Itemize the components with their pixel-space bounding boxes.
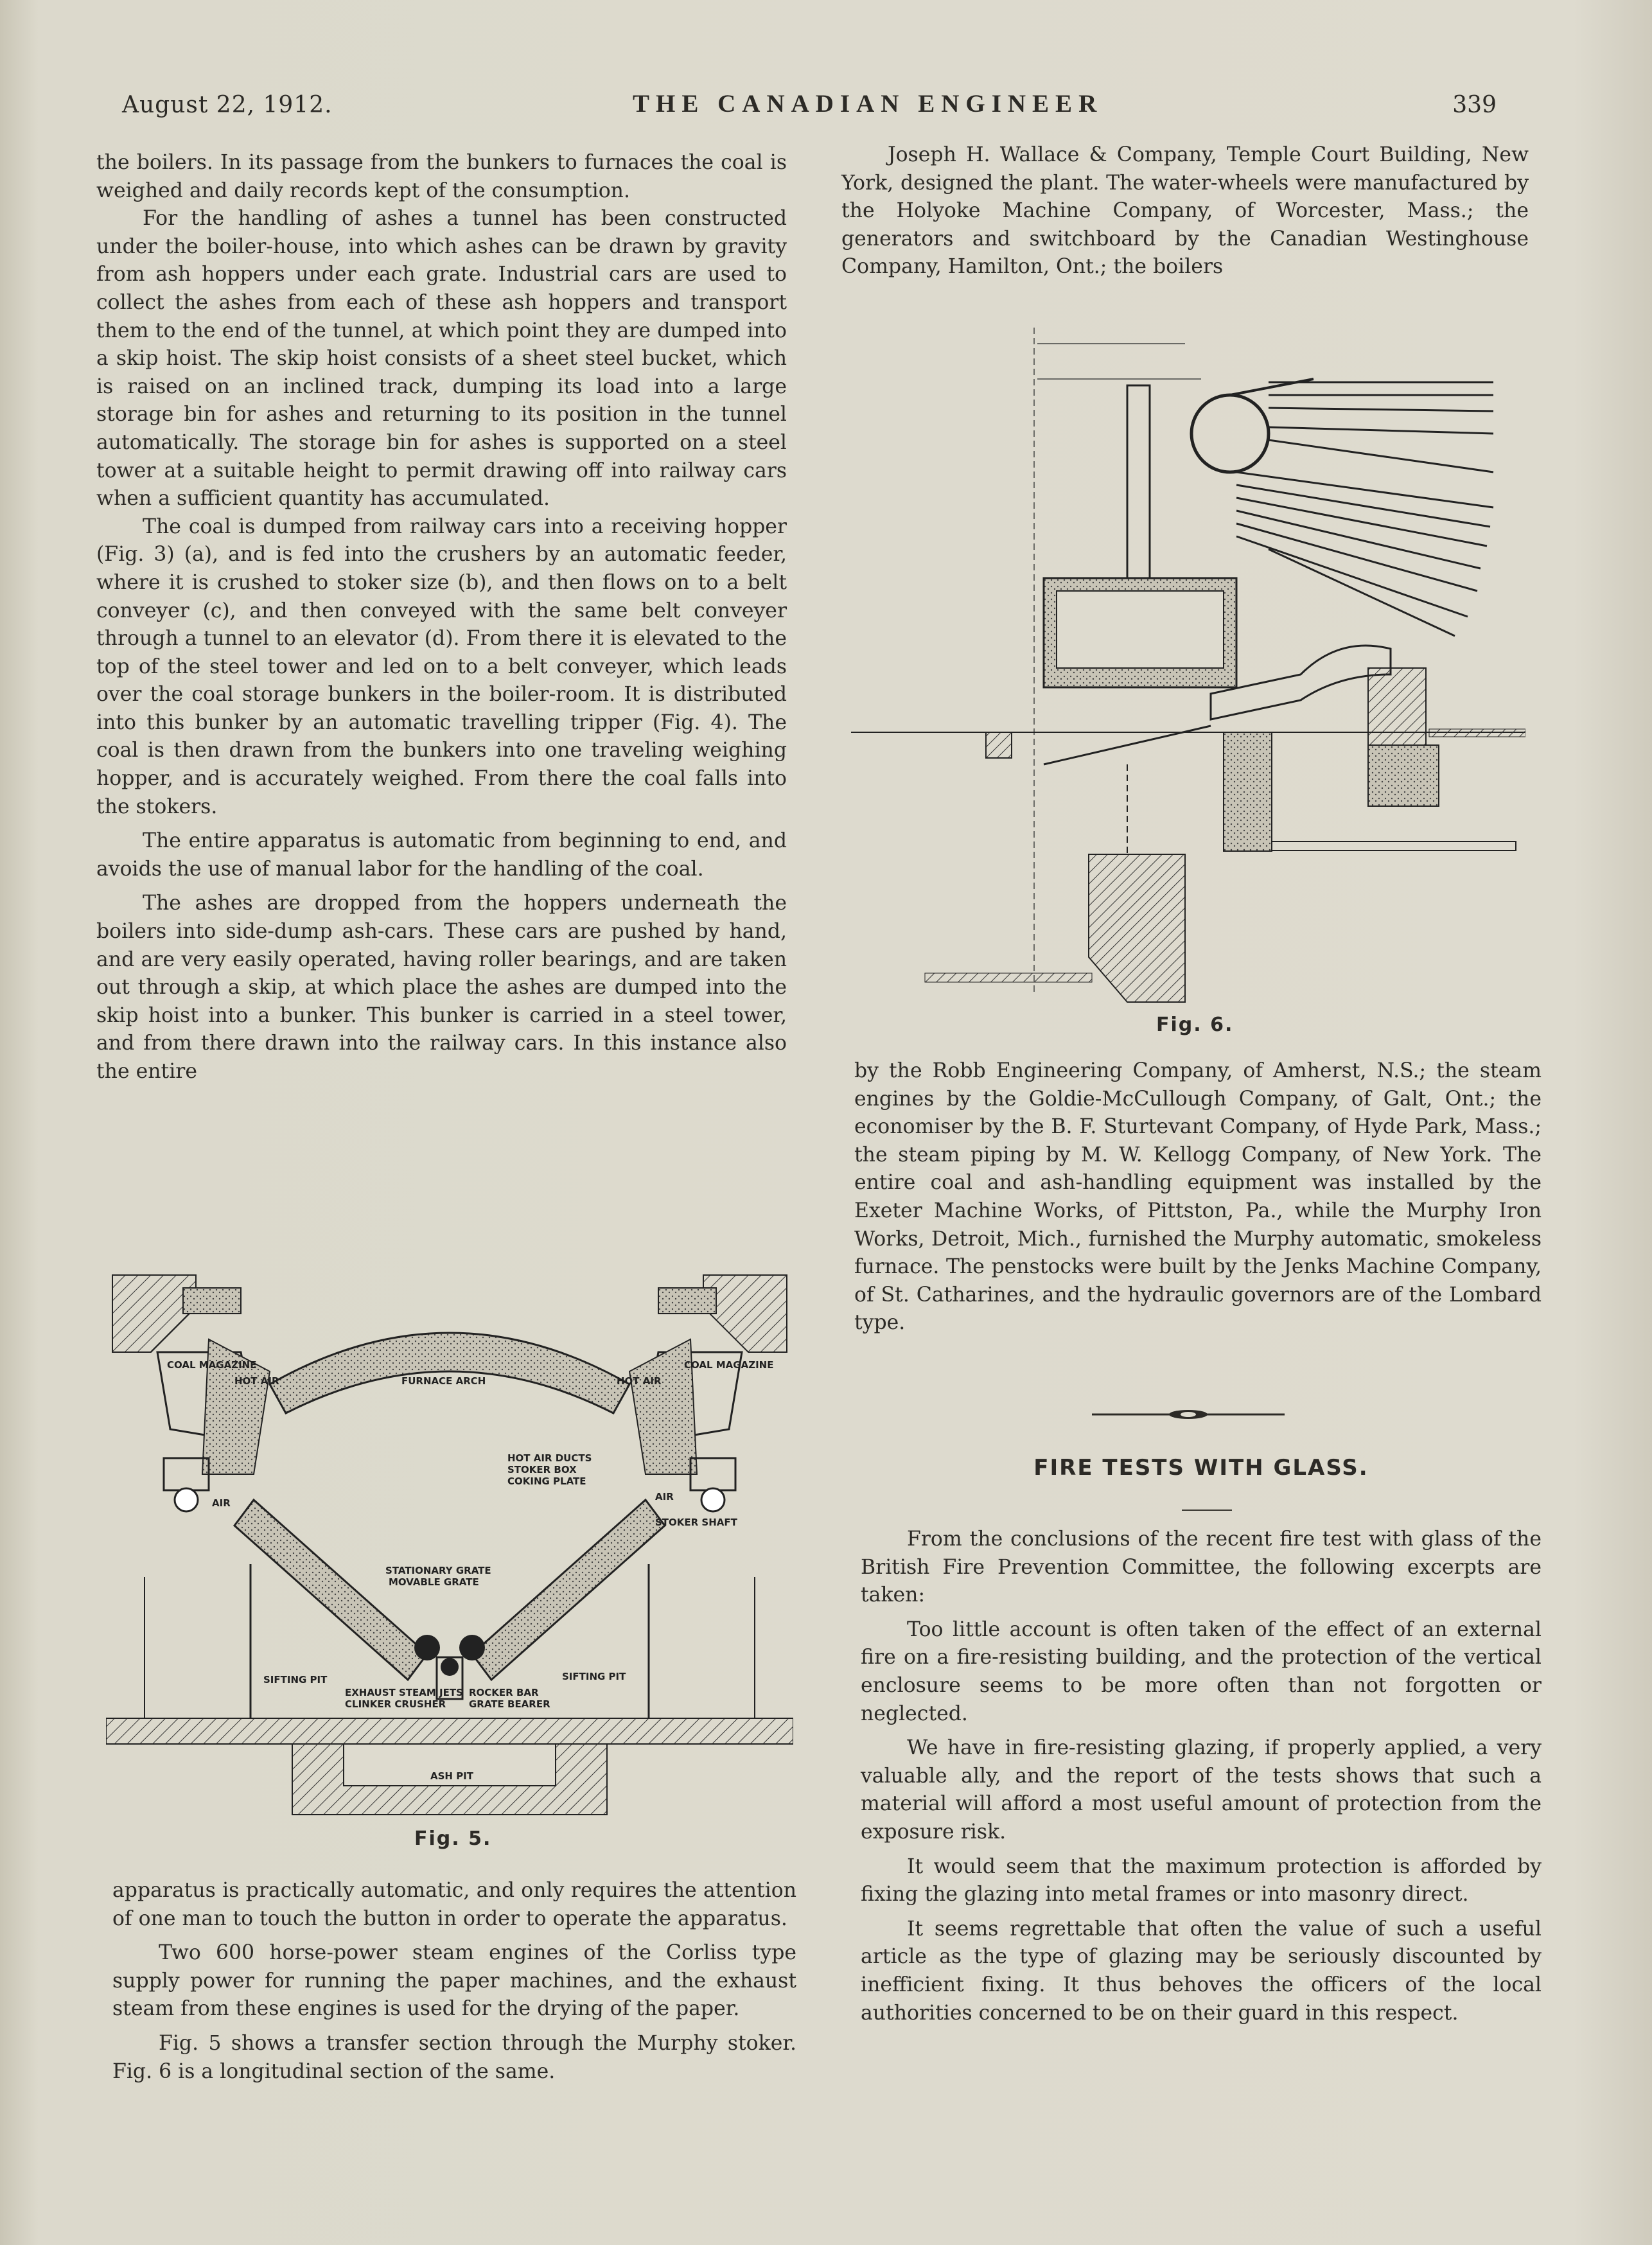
label-grate-bearer: GRATE BEARER: [469, 1698, 550, 1710]
furnace-arch: [270, 1333, 629, 1413]
label-coking-plate: COKING PLATE: [507, 1475, 586, 1487]
label-movable-grate: MOVABLE GRATE: [389, 1576, 479, 1588]
label-sifting-pit-left: SIFTING PIT: [263, 1674, 328, 1686]
paragraph: We have in fire-resisting glazing, if properly applied, a very valuable ally, and the report of the tests shows that such a material will afford a most useful amount of protection from the exposure risk.: [861, 1736, 1542, 1844]
label-clinker-crusher: CLINKER CRUSHER: [345, 1698, 446, 1710]
label-exhaust-steam-jets: EXHAUST STEAM JETS: [345, 1687, 463, 1698]
fire-tests-article: [861, 1526, 1542, 2027]
label-furnace-arch: FURNACE ARCH: [401, 1375, 486, 1387]
paragraph: The entire apparatus is automatic from beginning to end, and avoids the use of manual labor for the handling of the coal.: [96, 829, 787, 881]
label-stoker-shaft: STOKER SHAFT: [655, 1517, 737, 1528]
page-number: 339: [1452, 92, 1497, 118]
murphy-stoker-transverse-section: [106, 1269, 793, 1827]
paragraph: Two 600 horse-power steam engines of the Corliss type supply power for running the paper machines, and the exhaust steam from these engines is used for the drying of the paper.: [112, 1941, 796, 2021]
floor: [106, 1718, 793, 1744]
right-column-mid: [854, 1057, 1542, 1337]
paragraph: Joseph H. Wallace & Company, Temple Court Building, New York, designed the plant. The water-wheels were manufactured by the Holyoke Machine Company, of Worcester, Mass.; the generators and switchboard by the Canadian Westinghouse Company, Hamilton, Ont.; the boilers: [841, 143, 1529, 279]
label-air-left: AIR: [212, 1497, 231, 1509]
title-divider: [1182, 1510, 1232, 1511]
paragraph: For the handling of ashes a tunnel has been constructed under the boiler-house, into which ashes can be drawn by gravity from ash hoppers under each grate. Industrial cars are used to collect the ashes from each of these ash hoppers and transport them to the end of the tunnel, at which point they are dumped into a skip hoist. The skip hoist consists of a sheet steel bucket, which is raised on an inclined track, dumping its load into a large storage bin for ashes and returning to its position in the tunnel automatically. The storage bin for ashes is supported on a steel tower at a suitable height to permit drawing off into railway cars when a sufficient quantity has accumulated.: [96, 207, 787, 511]
paragraph: The coal is dumped from railway cars into a receiving hopper (Fig. 3) (a), and is fed into the crushers by an automatic feeder, where it is crushed to stoker size (b), and then flows on to a belt conveyer (c), and then conveyed with the same belt conveyer through a tunnel to an elevator (d). From there it is elevated to the top of the steel tower and led on to a belt conveyer, which leads over the coal storage bunkers in the boiler-room. It is distributed into this bunker by an automatic travelling tripper (Fig. 4). The coal is then drawn from the bunkers into one traveling weighing hopper, and is accurately weighed. From there the coal falls into the stokers.: [96, 515, 787, 818]
paragraph: From the conclusions of the recent fire test with glass of the British Fire Prevention Committee, the following excerpts are taken:: [861, 1527, 1542, 1607]
grate-left: [234, 1500, 427, 1680]
label-rocker-bar: ROCKER BAR: [469, 1687, 539, 1698]
grate-right: [472, 1500, 665, 1680]
label-stoker-box: STOKER BOX: [507, 1464, 577, 1475]
paragraph: apparatus is practically automatic, and only requires the attention of one man to touch the button in order to operate the apparatus.: [112, 1879, 796, 1930]
left-column-top: [96, 149, 787, 1086]
paragraph: Too little account is often taken of the effect of an external fire on a fire-resisting building, and the protection of the vertical enclosure seems to be more often than not forgotten or neglected.: [861, 1617, 1542, 1725]
figure-6-caption: Fig. 6.: [1156, 1014, 1234, 1036]
paragraph: The ashes are dropped from the hoppers underneath the boilers into side-dump ash-cars. These cars are pushed by hand, and are very easily operated, having roller bearings, and are taken out through a skip, at which place the ashes are dumped into the skip hoist into a bunker. This bunker is carried in a steel tower, and from there drawn into the railway cars. In this instance also the entire: [96, 892, 787, 1083]
paragraph: It would seem that the maximum protection is afforded by fixing the glazing into metal frames or into masonry direct.: [861, 1854, 1542, 1906]
boiler-tubes: [1236, 382, 1493, 636]
label-hot-air-right: HOT AIR: [617, 1375, 662, 1387]
article-title: FIRE TESTS WITH GLASS.: [1033, 1455, 1369, 1481]
left-column-bottom: [112, 1877, 796, 2086]
page-header: [116, 87, 1497, 125]
label-hot-air-ducts: HOT AIR DUCTS: [507, 1452, 592, 1464]
right-column-top: [841, 141, 1529, 281]
paragraph: Fig. 5 shows a transfer section through the Murphy stoker. Fig. 6 is a longitudinal section of the same.: [112, 2031, 796, 2083]
issue-date: August 22, 1912.: [122, 92, 333, 118]
journal-title: THE CANADIAN ENGINEER: [633, 90, 1103, 118]
label-stationary-grate: STATIONARY GRATE: [385, 1565, 491, 1576]
boiler-drum: [1191, 395, 1269, 472]
label-sifting-pit-right: SIFTING PIT: [562, 1671, 626, 1682]
paragraph: the boilers. In its passage from the bunkers to furnaces the coal is weighed and daily records kept of the consumption.: [96, 151, 787, 202]
label-air-right: AIR: [655, 1491, 674, 1502]
figure-5-caption: Fig. 5.: [414, 1827, 492, 1850]
foundation: [1089, 854, 1185, 1002]
label-coal-magazine-left: COAL MAGAZINE: [167, 1359, 257, 1371]
label-ash-pit: ASH PIT: [430, 1770, 473, 1782]
figure-5: [106, 1269, 793, 1827]
section-ornament: [1092, 1407, 1285, 1422]
paragraph: It seems regrettable that often the value of such a useful article as the type of glazing may be seriously discounted by inefficient fixing. It thus behoves the officers of the local authorities concerned to be on their guard in this respect.: [861, 1917, 1542, 2025]
label-hot-air-left: HOT AIR: [234, 1375, 279, 1387]
murphy-stoker-longitudinal-section: [851, 315, 1525, 1008]
paragraph: by the Robb Engineering Company, of Amherst, N.S.; the steam engines by the Goldie-McCullough Company, of Galt, Ont.; the economiser by the B. F. Sturtevant Company, of Hyde Park, Mass.; the steam piping by M. W. Kellogg Company, of New York. The entire coal and ash-handling equipment was installed by the Exeter Machine Works, of Pittston, Pa., while the Murphy Iron Works, Detroit, Mich., furnished the Murphy automatic, smokeless furnace. The penstocks were built by the Jenks Machine Company, of St. Catharines, and the hydraulic governors are of the Lombard type.: [854, 1059, 1542, 1335]
figure-6: [851, 315, 1525, 1008]
label-coal-magazine-right: COAL MAGAZINE: [684, 1359, 774, 1371]
